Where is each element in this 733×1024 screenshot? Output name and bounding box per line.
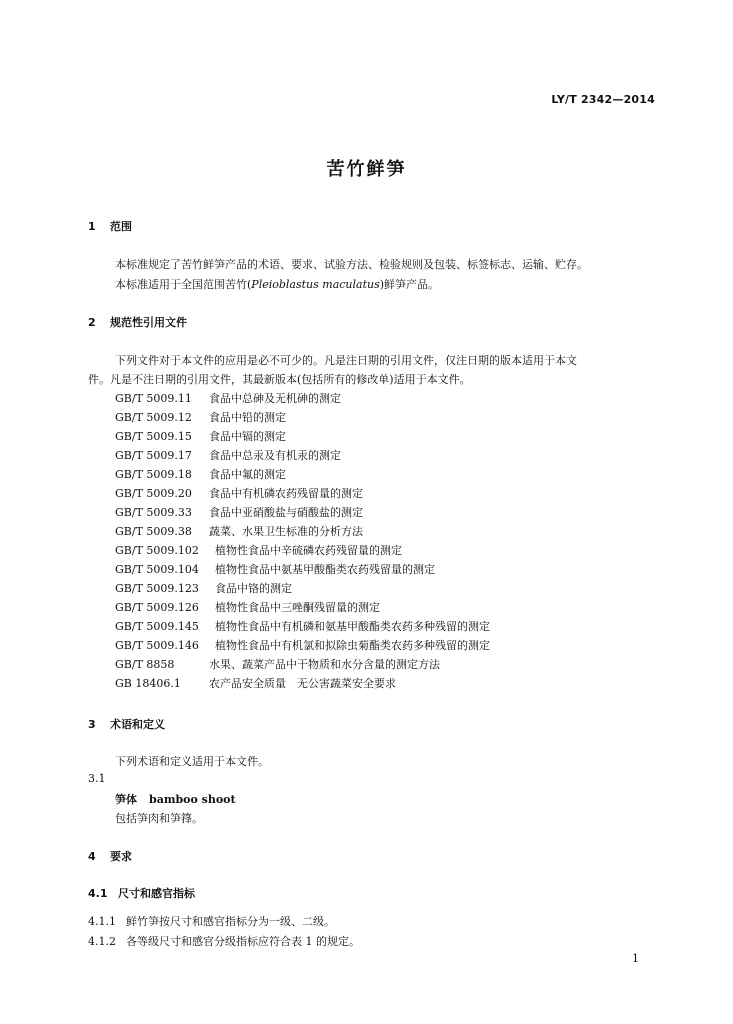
reference-item	[115, 409, 286, 425]
section-title: 术语和定义	[110, 718, 165, 731]
reference-item	[115, 390, 341, 406]
reference-code: GB 18406.1	[115, 677, 181, 690]
reference-title: 食品中亚硝酸盐与硝酸盐的测定	[209, 506, 363, 519]
reference-title: 植物性食品中三唑酮残留量的测定	[215, 601, 380, 614]
reference-title: 植物性食品中辛硫磷农药残留量的测定	[215, 544, 402, 557]
reference-item	[115, 580, 292, 596]
reference-title: 农产品安全质量 无公害蔬菜安全要求	[209, 677, 396, 690]
clause-text: 各等级尺寸和感官分级指标应符合表 1 的规定。	[126, 935, 360, 948]
reference-title: 植物性食品中有机氯和拟除虫菊酯类农药多种残留的测定	[215, 639, 490, 652]
page-number: 1	[632, 952, 639, 965]
reference-item	[115, 428, 286, 444]
subsection-4-1-heading	[88, 885, 195, 901]
reference-item	[115, 447, 341, 463]
reference-item	[115, 599, 380, 615]
standard-code: LY/T 2342—2014	[551, 93, 655, 106]
reference-code: GB/T 5009.20	[115, 487, 192, 500]
section-number: 2	[88, 316, 96, 329]
reference-title: 食品中有机磷农药残留量的测定	[209, 487, 363, 500]
section-number: 3	[88, 718, 96, 731]
section-title: 规范性引用文件	[110, 316, 187, 329]
reference-code: GB/T 5009.11	[115, 392, 192, 405]
reference-title: 食品中氟的测定	[209, 468, 286, 481]
reference-code: GB/T 5009.145	[115, 620, 199, 633]
scope-paragraph-1: 本标准规定了苦竹鲜笋产品的术语、要求、试验方法、检验规则及包装、标签标志、运输、贮存。	[115, 258, 588, 271]
reference-item	[115, 523, 363, 539]
reference-title: 食品中总汞及有机汞的测定	[209, 449, 341, 462]
section-number: 4	[88, 850, 96, 863]
section-1-heading	[88, 218, 132, 234]
reference-title: 食品中铬的测定	[215, 582, 292, 595]
term-entry	[115, 791, 236, 807]
reference-item	[115, 637, 490, 653]
reference-item	[115, 656, 440, 672]
section-2-heading	[88, 314, 187, 330]
section-4-heading	[88, 848, 132, 864]
reference-code: GB/T 8858	[115, 658, 175, 671]
section-title: 要求	[110, 850, 132, 863]
reference-code: GB/T 5009.12	[115, 411, 192, 424]
reference-title: 植物性食品中有机磷和氨基甲酸酯类农药多种残留的测定	[215, 620, 490, 633]
reference-item	[115, 466, 286, 482]
reference-code: GB/T 5009.33	[115, 506, 192, 519]
subsection-number: 4.1	[88, 887, 108, 900]
reference-item	[115, 618, 490, 634]
reference-code: GB/T 5009.104	[115, 563, 199, 576]
reference-title: 蔬菜、水果卫生标准的分析方法	[209, 525, 363, 538]
references-intro-line-1: 下列文件对于本文件的应用是必不可少的。凡是注日期的引用文件，仅注日期的版本适用于本文	[115, 354, 577, 367]
latin-species-name: Pleioblastus maculatus	[251, 278, 380, 291]
reference-item	[115, 485, 363, 501]
reference-code: GB/T 5009.38	[115, 525, 192, 538]
section-3-heading	[88, 716, 165, 732]
reference-code: GB/T 5009.146	[115, 639, 199, 652]
reference-code: GB/T 5009.15	[115, 430, 192, 443]
section-title: 范围	[110, 220, 132, 233]
reference-code: GB/T 5009.18	[115, 468, 192, 481]
term-chinese: 笋体	[115, 793, 137, 806]
reference-title: 水果、蔬菜产品中干物质和水分含量的测定方法	[209, 658, 440, 671]
reference-item	[115, 675, 396, 691]
clause-number: 4.1.2	[88, 935, 116, 948]
clause-number: 4.1.1	[88, 915, 116, 928]
reference-title: 食品中总砷及无机砷的测定	[209, 392, 341, 405]
reference-code: GB/T 5009.123	[115, 582, 199, 595]
reference-code: GB/T 5009.17	[115, 449, 192, 462]
subsection-title: 尺寸和感官指标	[118, 887, 195, 900]
clause-4-1-2	[88, 933, 360, 949]
scope-paragraph-2: 本标准适用于全国范围苦竹(Pleioblastus maculatus)鲜笋产品。	[115, 278, 440, 291]
reference-title: 植物性食品中氨基甲酸酯类农药残留量的测定	[215, 563, 435, 576]
section-number: 1	[88, 220, 96, 233]
term-definition: 包括笋肉和笋箨。	[115, 812, 203, 825]
reference-item	[115, 504, 363, 520]
reference-item	[115, 542, 402, 558]
reference-code: GB/T 5009.126	[115, 601, 199, 614]
clause-text: 鲜竹笋按尺寸和感官指标分为一级、二级。	[126, 915, 335, 928]
references-intro-line-2: 件。凡是不注日期的引用文件，其最新版本(包括所有的修改单)适用于本文件。	[88, 373, 471, 386]
reference-item	[115, 561, 435, 577]
document-title: 苦竹鲜笋	[326, 159, 407, 180]
term-english: bamboo shoot	[149, 793, 236, 806]
reference-title: 食品中铅的测定	[209, 411, 286, 424]
reference-code: GB/T 5009.102	[115, 544, 199, 557]
reference-title: 食品中镉的测定	[209, 430, 286, 443]
term-number: 3.1	[88, 772, 106, 785]
terms-intro: 下列术语和定义适用于本文件。	[115, 755, 269, 768]
clause-4-1-1	[88, 913, 335, 929]
